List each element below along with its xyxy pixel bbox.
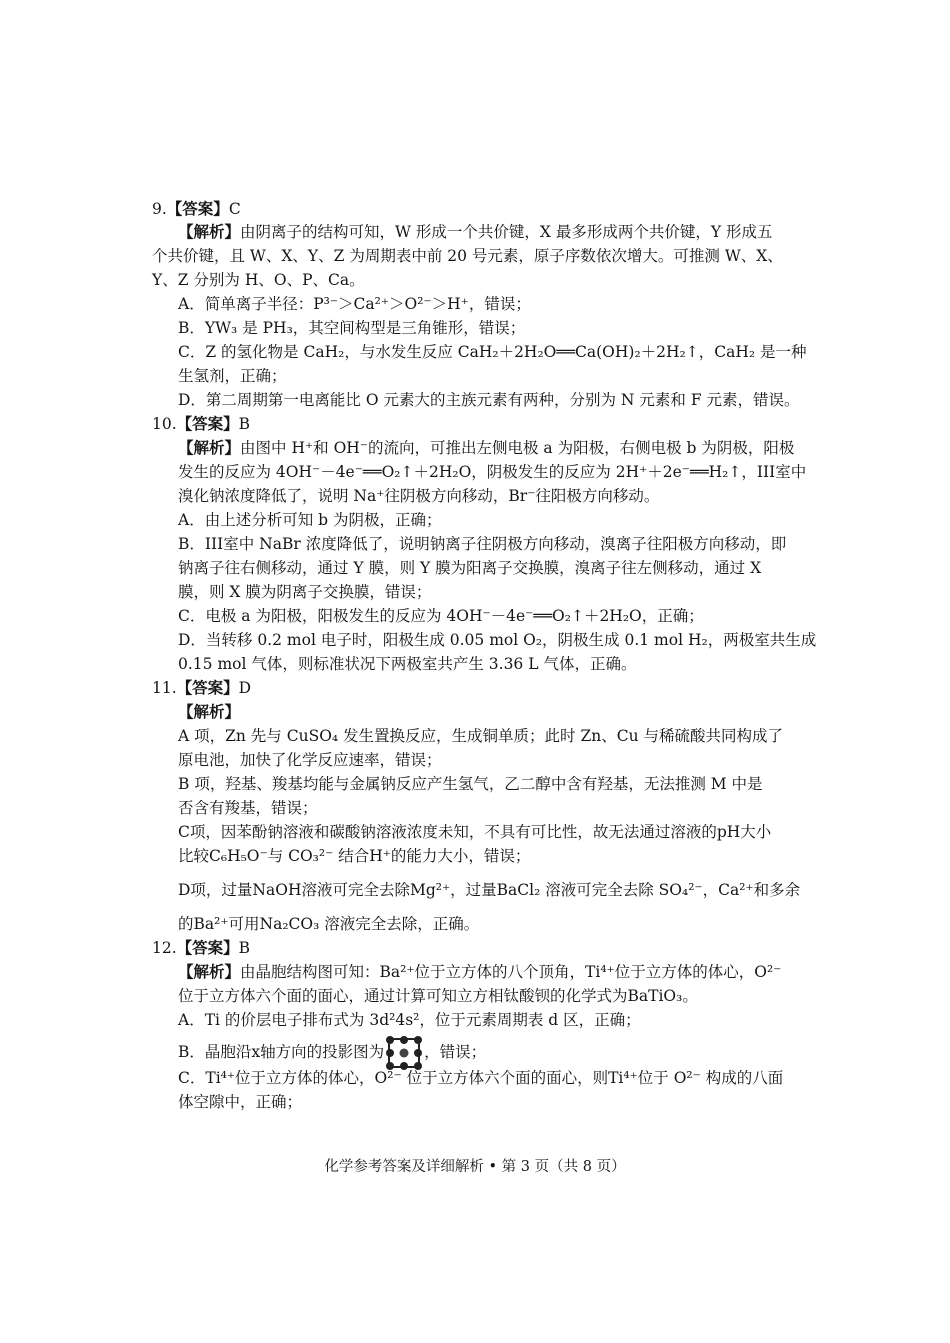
q10-analysis-line-3: 溴化钠浓度降低了，说明 Na⁺往阴极方向移动，Br⁻往阳极方向移动。: [178, 487, 660, 505]
q9-option-c-line-1: C．Z 的氢化物是 CaH₂，与水发生反应 CaH₂＋2H₂O══Ca(OH)₂＋2H₂↑，CaH₂ 是一种: [178, 343, 807, 361]
q9-header: 9.【答案】C: [152, 199, 241, 218]
q11-item-d-line-2: 的Ba²⁺可用Na₂CO₃ 溶液完全去除，正确。: [178, 915, 480, 933]
q9-analysis-line-3: Y、Z 分别为 H、O、P、Ca。: [152, 271, 365, 289]
q11-header: 11.【答案】D: [152, 678, 252, 697]
q10-option-b-line-3: 膜，则 X 膜为阴离子交换膜，错误；: [178, 583, 432, 601]
page-footer: 化学参考答案及详细解析 • 第 3 页（共 8 页）: [324, 1159, 626, 1175]
q12-option-a: A．Ti 的价层电子排布式为 3d²4s²，位于元素周期表 d 区，正确；: [178, 1011, 641, 1029]
q11-item-b-line-2: 否含有羧基，错误；: [178, 799, 318, 817]
q10-option-d-line-1: D．当转移 0.2 mol 电子时，阳极生成 0.05 mol O₂，阴极生成 0.1 mol H₂，两极室共生成: [178, 631, 817, 649]
q12-option-b: B．晶胞沿x轴方向的投影图为 ，错误；: [178, 1036, 486, 1070]
q9-option-c-line-2: 生氢剂，正确；: [178, 367, 287, 385]
q12-header: 12.【答案】B: [152, 938, 251, 957]
q11-item-d-line-1: D项，过量NaOH溶液可完全去除Mg²⁺，过量BaCl₂ 溶液可完全去除 SO₄²⁻，Ca²⁺和多余: [178, 881, 801, 899]
q11-item-a-line-2: 原电池，加快了化学反应速率，错误；: [178, 751, 442, 769]
q12-option-c-line-1: C．Ti⁴⁺位于立方体的体心，O²⁻ 位于立方体六个面的面心，则Ti⁴⁺位于 O²⁻ 构成的八面: [178, 1069, 784, 1087]
q12-option-c-line-2: 体空隙中，正确；: [178, 1093, 303, 1111]
q11-item-b-line-1: B 项，羟基、羧基均能与金属钠反应产生氢气，乙二醇中含有羟基，无法推测 M 中是: [178, 775, 763, 793]
q9-analysis-line-1: 【解析】由阴离子的结构可知，W 形成一个共价键，X 最多形成两个共价键，Y 形成五: [178, 222, 773, 241]
q10-analysis-line-2: 发生的反应为 4OH⁻－4e⁻══O₂↑＋2H₂O，阴极发生的反应为 2H⁺＋2e⁻══H₂↑，III室中: [178, 463, 807, 481]
q9-option-d: D．第二周期第一电离能比 O 元素大的主族元素有两种，分别为 N 元素和 F 元素，错误。: [178, 391, 800, 409]
q10-option-d-line-2: 0.15 mol 气体，则标准状况下两极室共产生 3.36 L 气体，正确。: [178, 655, 637, 673]
q11-analysis-label: 【解析】: [178, 702, 241, 721]
q10-analysis-line-1: 【解析】由图中 H⁺和 OH⁻的流向，可推出左侧电极 a 为阳极，右侧电极 b 为阴极，阳极: [178, 438, 795, 457]
q12-analysis-line-2: 位于立方体六个面的面心，通过计算可知立方相钛酸钡的化学式为BaTiO₃。: [178, 987, 698, 1005]
q10-option-a: A．由上述分析可知 b 为阴极，正确；: [178, 511, 442, 529]
q11-item-c-line-1: C项，因苯酚钠溶液和碳酸钠溶液浓度未知，不具有可比性，故无法通过溶液的pH大小: [178, 823, 772, 841]
q10-option-b-line-1: B．III室中 NaBr 浓度降低了，说明钠离子往阴极方向移动，溴离子往阳极方向移动，即: [178, 535, 787, 553]
q10-header: 10.【答案】B: [152, 414, 251, 433]
q10-option-b-line-2: 钠离子往右侧移动，通过 Y 膜，则 Y 膜为阳离子交换膜，溴离子往左侧移动，通过 X: [178, 559, 762, 577]
q12-analysis-line-1: 【解析】由晶胞结构图可知：Ba²⁺位于立方体的八个顶角，Ti⁴⁺位于立方体的体心，O²⁻: [178, 962, 782, 981]
q10-option-c: C．电极 a 为阳极，阳极发生的反应为 4OH⁻－4e⁻══O₂↑＋2H₂O，正确；: [178, 607, 704, 625]
q9-analysis-line-2: 个共价键，且 W、X、Y、Z 为周期表中前 20 号元素，原子序数依次增大。可推测 W、X、: [152, 247, 783, 265]
crystal-projection-icon: [384, 1036, 424, 1070]
q9-option-a: A．简单离子半径：P³⁻＞Ca²⁺＞O²⁻＞H⁺，错误；: [178, 295, 531, 313]
q11-item-a-line-1: A 项，Zn 先与 CuSO₄ 发生置换反应，生成铜单质；此时 Zn、Cu 与稀硫酸共同构成了: [178, 727, 783, 745]
q11-item-c-line-2: 比较C₆H₅O⁻与 CO₃²⁻ 结合H⁺的能力大小，错误；: [178, 847, 531, 865]
q9-option-b: B．YW₃ 是 PH₃，其空间构型是三角锥形，错误；: [178, 319, 526, 337]
